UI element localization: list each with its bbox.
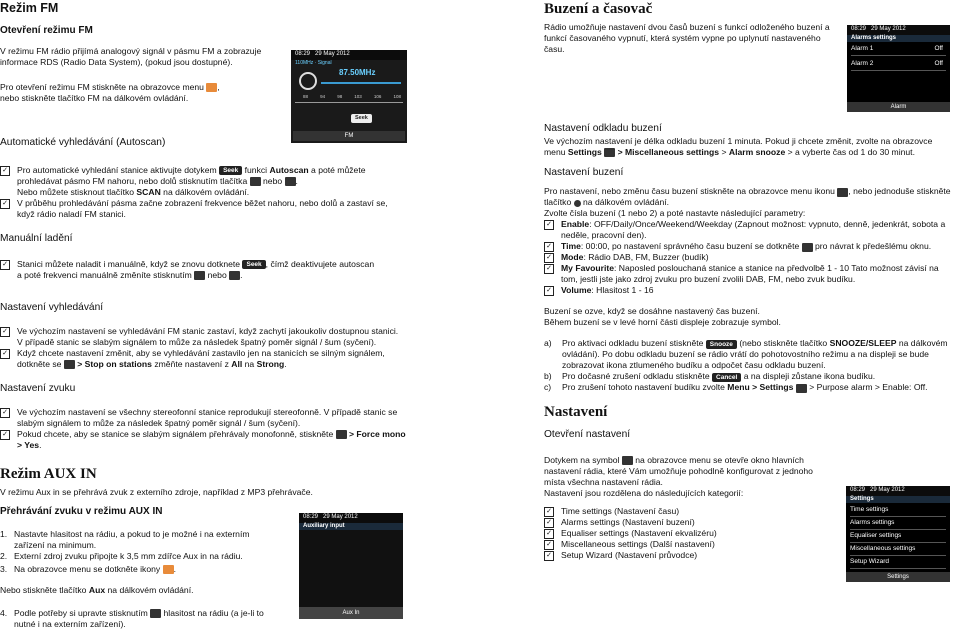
settings-row[interactable]: Miscellaneous settings	[850, 542, 946, 556]
check-icon: ✓	[544, 220, 554, 230]
fm-open-text: Pro otevření režimu FM stiskněte na obrazovce menu , nebo stiskněte tlačítko FM na dálkovém ovládání.	[0, 81, 220, 103]
setup-text: Dotykem na symbol na obrazovce menu se otevře okno hlavních nastavení rádia, které Vám umožňuje pohodlně konfigurovat z jednoho místa všechna nastavení rádia. Nastavení jsou rozdělena do následujících kategorií:	[544, 454, 813, 498]
fm-scale-tick: 106	[373, 94, 382, 99]
fm-scale-tick: 108	[393, 94, 401, 99]
aux-title: Režim AUX IN	[0, 465, 97, 482]
settings-icon	[796, 384, 807, 393]
check-icon: ✓	[0, 260, 10, 270]
seek-button[interactable]: Seek	[351, 114, 372, 123]
seek-up-icon	[285, 177, 296, 186]
alarm-screen-image: 08:29 29 May 2012 Alarms settings Alarm 1 Off Alarm 2 Off Alarm	[847, 25, 950, 112]
check-icon: ✓	[544, 242, 554, 252]
right-column	[544, 0, 954, 561]
check-icon: ✓	[544, 529, 554, 539]
fm-scale-tick: 88	[303, 94, 309, 99]
setup-categories	[544, 506, 954, 561]
seek-button-icon: Seek	[242, 260, 265, 269]
wake-title: Nastavení buzení	[544, 167, 624, 179]
setup-open-title: Otevření nastavení	[544, 429, 631, 441]
wake-text: Pro nastavení, nebo změnu času buzení stiskněte na obrazovce menu ikonu , nebo jednoduše stiskněte tlačítko na dálkovém ovládání. Zvolte čísla buzení (1 nebo 2) a poté nastavte následující parametry:	[544, 186, 951, 219]
seek-down-icon	[250, 177, 261, 186]
settings-icon	[604, 148, 615, 157]
check-icon: ✓	[544, 286, 554, 296]
setup-category: ✓ Time settings (Nastavení času)	[544, 506, 954, 517]
settings-row[interactable]: Time settings	[850, 503, 946, 517]
fm-scale-tick: 98	[337, 94, 343, 99]
fm-screen-image: 08:29 29 May 2012 110MHz · Signal 87.50MHz 88 94 98 103 106 108 Seek FM	[291, 50, 407, 143]
snooze-text: Ve výchozím nastavení je délka odkladu buzení 1 minuta. Pokud ji chcete změnit, zvolte na obrazovce menu Settings > Miscellaneous settings > Alarm snooze > a vyberte čas od 1 do 30 minut.	[544, 136, 933, 158]
remote-button-icon	[574, 200, 581, 207]
check-icon: ✓	[544, 507, 554, 517]
fm-scale-tick: 94	[320, 94, 326, 99]
check-icon: ✓	[0, 408, 10, 418]
fm-intro: V režimu FM rádio přijímá analogový signál v pásmu FM a zobrazuje informace RDS (Radio Data System), (pokud jsou dostupné).	[0, 45, 262, 67]
wake-param: ✓ Time: 00:00, po nastavení správného času buzení se dotkněte pro návrat k předešlému oknu.	[544, 241, 954, 252]
seek-bullet-1: ✓ Ve výchozím nastavení se vyhledávání FM stanic zastaví, když zachytí jakoukoliv dostupnou stanici. V případě stanic se slabým signálem to může za následek špatný poměr signál / šum (syčení).	[0, 326, 400, 348]
settings-row[interactable]: Equaliser settings	[850, 529, 946, 543]
check-icon: ✓	[544, 518, 554, 528]
check-icon: ✓	[544, 264, 554, 274]
check-icon: ✓	[0, 349, 10, 359]
settings-screen-image: 08:29 29 May 2012 Settings Settings Time settings Alarms settings Equaliser settings Miscellaneous settings Setup Wizard	[846, 486, 950, 582]
autoscan-title: Automatické vyhledávání (Autoscan)	[0, 136, 166, 148]
fm-menu-icon	[206, 83, 217, 92]
setup-category: ✓ Equaliser settings (Nastavení ekvalizéru)	[544, 528, 954, 539]
setup-category: ✓ Alarms settings (Nastavení buzení)	[544, 517, 954, 528]
aux-step-4: 4. Podle potřeby si upravte stisknutím hlasitost na rádiu (a je-li to nutné i na externím zařízení).	[0, 607, 264, 629]
fm-title: Režim FM	[0, 1, 59, 15]
wake-param: ✓ Volume: Hlasitost 1 - 16	[544, 285, 954, 296]
check-icon: ✓	[544, 540, 554, 550]
volume-icon	[150, 609, 161, 618]
fm-scale-tick: 103	[354, 94, 362, 99]
audio-bullet-1: ✓ Ve výchozím nastavení se všechny stereofonní stanice reprodukují stereofonně. V případě stanic se slabým signálem to může za následek špatný poměr signál / šum (syčení).	[0, 407, 410, 429]
manual-bullet-1: ✓ Stanici můžete naladit i manuálně, když se znovu dotknete Seek , čímž deaktivujete autoscan a poté frekvenci manuálně změníte stisknutím nebo .	[0, 259, 380, 281]
snooze-title: Nastavení odkladu buzení	[544, 123, 662, 135]
audio-settings-title: Nastavení zvuku	[0, 382, 76, 394]
alarm-2-row[interactable]: Alarm 2 Off	[851, 57, 946, 71]
setup-title: Nastavení	[544, 404, 608, 421]
cancel-button-icon: Cancel	[712, 373, 741, 382]
alarm-title: Buzení a časovač	[544, 1, 653, 17]
autoscan-bullet-2: ✓ V průběhu prohledávání pásma začne zobrazení frekvence běžet nahoru, nebo dolů a zastaví se, když rádio naladí FM stanici.	[0, 198, 400, 220]
back-icon	[802, 243, 813, 252]
wake-param: ✓ Enable: OFF/Daily/Once/Weekend/Weekday (Zapnout možnost: vypnuto, denně, jedenkrát, sobota a neděle, pracovní den).	[544, 219, 954, 241]
settings-row[interactable]: Setup Wizard	[850, 555, 946, 569]
snooze-step: a) Pro aktivaci odkladu buzení stiskněte Snooze (nebo stiskněte tlačítko SNOOZE/SLEEP na dálkovém ovládání). Po dobu odkladu buzení se rádio vrátí do pohotovostního režimu a na displeji se bude zobrazovat ikona ztlumeného budíku a odpočet času odkladu buzení.	[544, 338, 948, 371]
snooze-step: b) Pro dočasné zrušení odkladu stiskněte Cancel a na displeji zůstane ikona budíku.	[544, 371, 876, 382]
check-icon: ✓	[544, 551, 554, 561]
snooze-steps	[544, 338, 954, 393]
check-icon: ✓	[0, 327, 10, 337]
fm-scale	[303, 94, 401, 100]
audio-bullet-2: ✓ Pokud chcete, aby se stanice se slabým signálem přehrávaly monofonně, stiskněte > Force mono > Yes.	[0, 429, 410, 451]
aux-screen-image: 08:29 29 May 2012 Auxiliary input Aux In	[299, 513, 403, 619]
check-icon: ✓	[0, 199, 10, 209]
seek-bullet-2: ✓ Když chcete nastavení změnit, aby se vyhledávání zastavilo jen na stanicích se silným signálem, dotkněte se > Stop on stations změňte nastavení z All na Strong.	[0, 348, 400, 370]
snooze-button-icon: Snooze	[706, 340, 737, 349]
aux-menu-icon	[163, 565, 174, 574]
autoscan-bullet-1: ✓ Pro automatické vyhledání stanice aktivujte dotykem Seek funkci Autoscan a poté můžete prohledávat pásmo FM nahoru, nebo dolů stisknutím tlačítka nebo . Nebo můžete stisknout tlačítko SCAN na dálkovém ovládání.	[0, 165, 400, 198]
radio-icon	[299, 72, 317, 90]
wake-param: ✓ Mode: Rádio DAB, FM, Buzzer (budík)	[544, 252, 954, 263]
seek-settings-title: Nastavení vyhledávání	[0, 301, 104, 313]
check-icon: ✓	[0, 430, 10, 440]
settings-row[interactable]: Alarms settings	[850, 516, 946, 530]
seek-button-icon: Seek	[219, 166, 242, 175]
alarm-1-row[interactable]: Alarm 1 Off	[851, 42, 946, 56]
manual-title: Manuální ladění	[0, 232, 73, 244]
alarm-clock-icon	[837, 188, 848, 197]
setup-category: ✓ Miscellaneous settings (Další nastavení)	[544, 539, 954, 550]
settings-icon	[336, 430, 347, 439]
setup-category: ✓ Setup Wizard (Nastavení průvodce)	[544, 550, 954, 561]
aux-play-title: Přehrávání zvuku v režimu AUX IN	[0, 506, 163, 518]
wake-param: ✓ My Favourite: Naposled poslouchaná stanice a stanice na předvolbě 1 - 10 Tato možnost závisí na tom, jestli jste jako zdroj zvuku pro buzení zvolili DAB, FM, nebo zvuk budíku.	[544, 263, 954, 285]
settings-icon	[64, 360, 75, 369]
tune-up-icon	[229, 271, 240, 280]
settings-icon	[622, 456, 633, 465]
alarm-intro: Rádio umožňuje nastavení dvou časů buzení s funkcí odloženého buzení a funkcí časovaného vypnutí, která systém vypne po uplynutí nastaveného času.	[544, 22, 830, 55]
tune-down-icon	[194, 271, 205, 280]
check-icon: ✓	[0, 166, 10, 176]
wake-note: Buzení se ozve, když se dosáhne nastavený čas buzení. Během buzení se v levé horní části displeje zobrazuje symbol.	[544, 306, 781, 328]
aux-or-remote: Nebo stiskněte tlačítko Aux na dálkovém ovládání.	[0, 584, 194, 595]
wake-params	[544, 219, 954, 296]
fm-open-title: Otevření režimu FM	[0, 25, 93, 36]
aux-intro: V režimu Aux in se přehrává zvuk z externího zdroje, například z MP3 přehrávače.	[0, 487, 313, 498]
check-icon: ✓	[544, 253, 554, 263]
aux-steps: 1. Nastavte hlasitost na rádiu, a pokud to je možné i na externím zařízení na minimum. 2. Externí zdroj zvuku připojte k 3,5 mm zdířce Aux in na rádiu. 3. Na obrazovce menu se dotkněte ikony .	[0, 528, 250, 574]
snooze-step: c) Pro zrušení tohoto nastavení budíku zvolte Menu > Settings > Purpose alarm > Enable: Off.	[544, 382, 928, 393]
